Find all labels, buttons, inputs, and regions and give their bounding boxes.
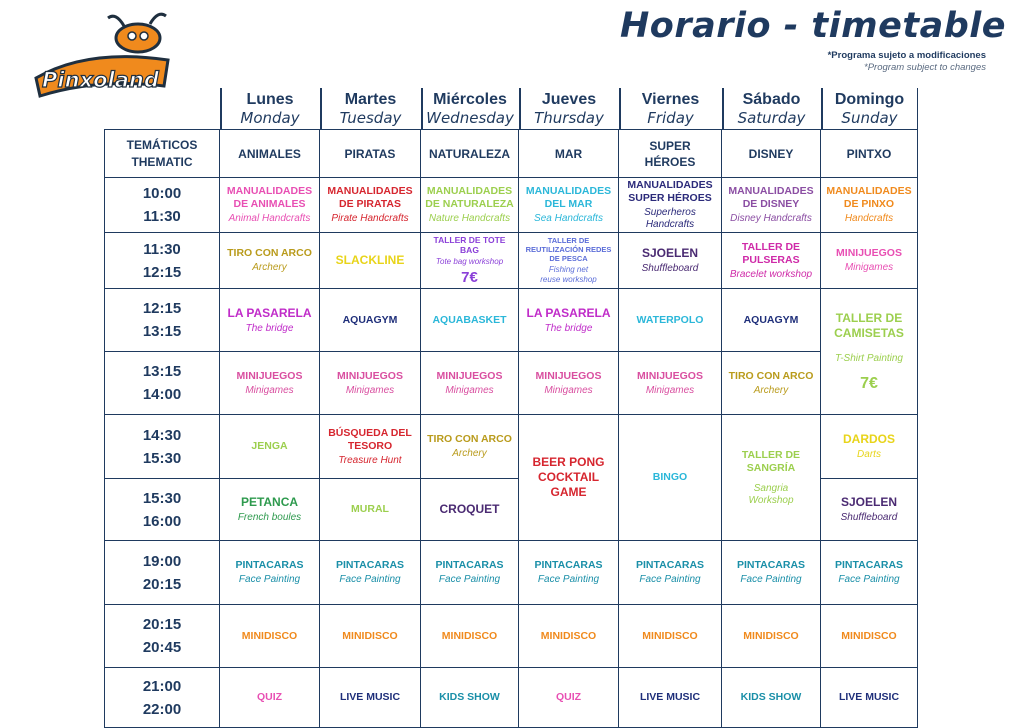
schedule-note-en: *Program subject to changes: [864, 62, 986, 73]
activity-price: 7€: [860, 374, 878, 392]
activity-name: PETANCA: [240, 495, 299, 509]
activity-subtitle: Pirate Handcrafts: [331, 213, 409, 224]
activity-name: LIVE MUSIC: [838, 691, 900, 703]
activity-subtitle: Animal Handcrafts: [228, 213, 311, 224]
activity-subtitle: The bridge: [245, 322, 294, 334]
activity-name: AQUAGYM: [743, 313, 799, 326]
schedule-note-es: *Programa sujeto a modificaciones: [827, 50, 986, 61]
activity-name: MINIDISCO: [441, 629, 498, 642]
activity-subtitle: Sea Handcrafts: [534, 213, 603, 224]
time-end: 12:15: [142, 263, 182, 281]
time-slot: [104, 605, 220, 668]
activity-name: MANUALIDADES DE DISNEY: [728, 185, 814, 210]
activity-subtitle: Minigames: [844, 262, 894, 273]
activity-cell: [220, 352, 320, 415]
time-slot: [104, 668, 220, 728]
time-end: 22:00: [142, 700, 182, 718]
svg-text:Pinxoland: Pinxoland: [42, 68, 159, 92]
activity-cell: [821, 415, 918, 479]
activity-cell: [821, 289, 918, 415]
activity-cell: [519, 668, 619, 728]
thematic-label-es: TEMÁTICOS: [126, 137, 198, 152]
time-start: 12:15: [142, 300, 182, 317]
header-corner: [104, 88, 220, 130]
activity-cell: [220, 289, 320, 352]
time-start: 21:00: [142, 677, 182, 695]
activity-cell: [519, 289, 619, 352]
activity-name: BEER PONG COCKTAIL GAME: [532, 455, 605, 499]
activity-name: MINIJUEGOS: [337, 369, 403, 382]
theme-name: ANIMALES: [238, 146, 301, 161]
activity-cell: [320, 605, 421, 668]
activity-name: TALLER DE PULSERAS: [741, 240, 801, 266]
activity-name: AQUABASKET: [432, 313, 507, 326]
activity-name: PINTACARAS: [235, 559, 304, 571]
day-header-tuesday: [320, 88, 421, 130]
activity-subtitle: Disney Handcrafts: [730, 213, 812, 224]
activity-name: PINTACARAS: [635, 559, 705, 571]
activity-cell: [821, 233, 918, 289]
activity-subtitle: Shuffleboard: [641, 263, 699, 274]
activity-name: KIDS SHOW: [439, 691, 500, 703]
day-header-thursday: [519, 88, 619, 130]
activity-name: BINGO: [652, 471, 688, 483]
activity-cell: [722, 178, 821, 233]
activity-subtitle: Minigames: [645, 384, 695, 396]
activity-cell: [619, 352, 722, 415]
activity-name: MANUALIDADES DE PIRATAS: [327, 185, 413, 210]
activity-subtitle: Minigames: [245, 384, 294, 396]
activity-cell: [421, 289, 519, 352]
theme-cell: [821, 130, 918, 178]
activity-name: PINTACARAS: [435, 559, 504, 571]
activity-cell: [220, 178, 320, 233]
activity-cell: [220, 479, 320, 541]
day-name-en: Wednesday: [426, 109, 514, 127]
activity-subtitle: Nature Handcrafts: [428, 213, 511, 224]
day-name-es: Viernes: [641, 91, 700, 108]
activity-subtitle: Face Painting: [740, 574, 802, 585]
time-slot: [104, 541, 220, 605]
time-end: 14:00: [142, 386, 182, 403]
activity-subtitle: Face Painting: [339, 574, 401, 585]
time-slot: [104, 479, 220, 541]
activity-name: MANUALIDADES DE ANIMALES: [226, 185, 313, 210]
activity-subtitle: Archery: [252, 262, 287, 273]
time-start: 15:30: [142, 489, 182, 507]
theme-cell: [519, 130, 619, 178]
time-start: 10:00: [142, 185, 182, 202]
activity-cell: [619, 178, 722, 233]
activity-cell: [220, 541, 320, 605]
theme-cell: [619, 130, 722, 178]
activity-name: LIVE MUSIC: [639, 691, 701, 703]
activity-name: LA PASARELA: [526, 305, 611, 320]
day-name-en: Sunday: [841, 109, 898, 127]
activity-cell: [320, 668, 421, 728]
activity-subtitle: Face Painting: [639, 574, 701, 585]
activity-cell: [421, 668, 519, 728]
activity-name: TIRO CON ARCO: [728, 369, 814, 382]
activity-cell: [320, 233, 421, 289]
activity-subtitle: Bracelet workshop: [729, 268, 813, 280]
activity-name: MINIDISCO: [241, 629, 298, 642]
time-end: 20:15: [142, 575, 182, 593]
activity-cell: [619, 415, 722, 541]
activity-name: MINIDISCO: [342, 629, 398, 642]
activity-name: LA PASARELA: [227, 305, 312, 320]
timetable-grid: [104, 88, 918, 728]
activity-name: MINIJUEGOS: [836, 247, 902, 259]
day-header-friday: [619, 88, 722, 130]
activity-cell: [320, 352, 421, 415]
activity-subtitle: Archery: [452, 448, 487, 459]
activity-name: MINIDISCO: [540, 629, 597, 642]
time-slot: [104, 233, 220, 289]
activity-name: MANUALIDADES DE PINXO: [826, 185, 912, 210]
activity-cell: [320, 289, 421, 352]
activity-cell: [722, 352, 821, 415]
activity-name: TALLER DE SANGRÍA: [741, 448, 801, 474]
activity-cell: [320, 415, 421, 479]
day-name-es: Lunes: [246, 91, 294, 108]
activity-cell: [421, 178, 519, 233]
activity-cell: [220, 233, 320, 289]
theme-name: PINTXO: [846, 146, 892, 161]
time-end: 20:45: [142, 639, 182, 656]
time-end: 16:00: [142, 512, 182, 530]
theme-cell: [220, 130, 320, 178]
theme-cell: [320, 130, 421, 178]
time-slot: [104, 352, 220, 415]
activity-name: KIDS SHOW: [740, 691, 802, 703]
activity-cell: [619, 541, 722, 605]
activity-name: QUIZ: [555, 691, 582, 703]
activity-cell: [722, 668, 821, 728]
activity-name: MINIDISCO: [743, 629, 799, 642]
activity-cell: [821, 605, 918, 668]
activity-cell: [722, 415, 821, 541]
activity-cell: [421, 479, 519, 541]
activity-subtitle: Darts: [857, 449, 881, 460]
activity-cell: [421, 541, 519, 605]
activity-name: MINIJUEGOS: [436, 369, 503, 382]
activity-subtitle: Shuffleboard: [840, 512, 898, 523]
activity-name: MURAL: [351, 503, 389, 515]
activity-name: CROQUET: [439, 502, 500, 516]
activity-subtitle: Fishing net reuse workshop: [540, 265, 597, 284]
day-name-en: Tuesday: [339, 109, 402, 127]
time-start: 11:30: [143, 240, 181, 258]
activity-cell: [320, 178, 421, 233]
day-name-es: Miércoles: [433, 91, 507, 108]
activity-cell: [320, 541, 421, 605]
activity-name: MANUALIDADES DEL MAR: [525, 185, 612, 210]
theme-cell: [421, 130, 519, 178]
activity-cell: [220, 668, 320, 728]
activity-name: TALLER DE REUTILIZACIÓN REDES DE PESCA: [525, 236, 612, 263]
day-name-es: Martes: [344, 91, 397, 108]
activity-price: 7€: [461, 269, 478, 286]
activity-cell: [220, 415, 320, 479]
activity-name: SJOELEN: [840, 495, 897, 509]
activity-name: MANUALIDADES SUPER HÉROES: [627, 179, 713, 204]
activity-name: MANUALIDADES DE NATURALEZA: [425, 185, 514, 210]
activity-cell: [722, 605, 821, 668]
activity-name: MINIDISCO: [642, 629, 698, 642]
theme-name: NATURALEZA: [428, 146, 511, 161]
day-name-en: Monday: [240, 109, 300, 127]
activity-cell: [421, 233, 519, 289]
activity-name: TALLER DE TOTE BAG: [433, 235, 506, 255]
activity-subtitle: T-Shirt Painting: [835, 352, 903, 364]
activity-name: JENGA: [251, 440, 288, 452]
activity-cell: [821, 479, 918, 541]
activity-cell: [619, 668, 722, 728]
day-header-monday: [220, 88, 320, 130]
activity-subtitle: Superheros Handcrafts: [644, 207, 696, 230]
activity-name: PINTACARAS: [736, 559, 806, 571]
day-header-wednesday: [421, 88, 519, 130]
activity-cell: [519, 541, 619, 605]
activity-cell: [619, 289, 722, 352]
activity-cell: [722, 289, 821, 352]
activity-name: WATERPOLO: [636, 313, 704, 326]
activity-subtitle: Minigames: [345, 384, 395, 396]
activity-cell: [821, 541, 918, 605]
activity-name: PINTACARAS: [834, 559, 904, 571]
day-name-es: Sábado: [742, 91, 801, 108]
activity-name: PINTACARAS: [335, 559, 405, 571]
activity-name: MINIJUEGOS: [637, 369, 703, 382]
day-name-es: Jueves: [541, 91, 597, 108]
time-start: 13:15: [142, 363, 182, 380]
activity-cell: [320, 479, 421, 541]
activity-cell: [220, 605, 320, 668]
day-header-saturday: [722, 88, 821, 130]
activity-cell: [519, 233, 619, 289]
activity-name: SJOELEN: [641, 246, 698, 260]
activity-subtitle: Face Painting: [838, 574, 900, 585]
activity-cell: [421, 605, 519, 668]
activity-name: SLACKLINE: [335, 253, 405, 267]
activity-name: PINTACARAS: [534, 559, 603, 571]
day-header-sunday: [821, 88, 918, 130]
theme-name: DISNEY: [748, 146, 794, 161]
activity-cell: [421, 352, 519, 415]
day-name-es: Domingo: [834, 91, 905, 108]
activity-name: MINIJUEGOS: [535, 369, 602, 382]
activity-cell: [722, 541, 821, 605]
activity-name: QUIZ: [256, 691, 283, 703]
activity-subtitle: Archery: [753, 384, 789, 396]
time-slot: [104, 289, 220, 352]
activity-cell: [519, 178, 619, 233]
activity-subtitle: Minigames: [445, 384, 494, 396]
activity-subtitle: Handcrafts: [844, 213, 894, 224]
day-name-en: Thursday: [534, 109, 604, 127]
activity-cell: [519, 605, 619, 668]
time-slot: [104, 178, 220, 233]
activity-cell: [821, 178, 918, 233]
time-end: 15:30: [142, 449, 182, 467]
activity-name: DARDOS: [842, 432, 895, 446]
time-start: 19:00: [142, 552, 182, 570]
activity-cell: [619, 233, 722, 289]
activity-name: TIRO CON ARCO: [227, 247, 312, 259]
activity-name: TIRO CON ARCO: [427, 433, 512, 445]
activity-cell: [519, 352, 619, 415]
time-end: 11:30: [143, 208, 181, 225]
theme-name: PIRATAS: [344, 146, 396, 161]
pinxoland-logo: [28, 8, 173, 98]
day-name-en: Friday: [647, 109, 694, 127]
activity-subtitle: Face Painting: [537, 574, 600, 585]
activity-cell: [821, 668, 918, 728]
time-end: 13:15: [142, 323, 182, 340]
page-title: Horario - timetable: [620, 6, 1006, 46]
activity-name: MINIDISCO: [841, 629, 897, 642]
activity-cell: [519, 415, 619, 541]
activity-cell: [421, 415, 519, 479]
activity-subtitle: Sangria Workshop: [748, 482, 794, 506]
activity-subtitle: The bridge: [544, 322, 593, 334]
day-name-en: Saturday: [737, 109, 806, 127]
activity-name: TALLER DE CAMISETAS: [834, 310, 904, 340]
time-start: 20:15: [142, 616, 182, 633]
theme-name: MAR: [554, 146, 583, 161]
thematic-label-en: THEMATIC: [131, 154, 193, 169]
activity-cell: [619, 605, 722, 668]
thematic-label: [104, 130, 220, 178]
activity-subtitle: Treasure Hunt: [338, 454, 402, 466]
activity-name: MINIJUEGOS: [236, 369, 303, 382]
theme-cell: [722, 130, 821, 178]
time-slot: [104, 415, 220, 479]
activity-cell: [722, 233, 821, 289]
activity-subtitle: Face Painting: [438, 574, 501, 585]
activity-subtitle: Tote bag workshop: [435, 257, 504, 266]
time-start: 14:30: [142, 426, 182, 444]
activity-name: BÚSQUEDA DEL TESORO: [328, 426, 412, 452]
activity-subtitle: French boules: [237, 512, 302, 523]
activity-subtitle: Minigames: [544, 384, 593, 396]
theme-name: SUPER HÉROES: [644, 138, 696, 169]
activity-subtitle: Face Painting: [238, 574, 301, 585]
activity-name: LIVE MUSIC: [339, 691, 401, 703]
activity-name: AQUAGYM: [342, 313, 398, 326]
